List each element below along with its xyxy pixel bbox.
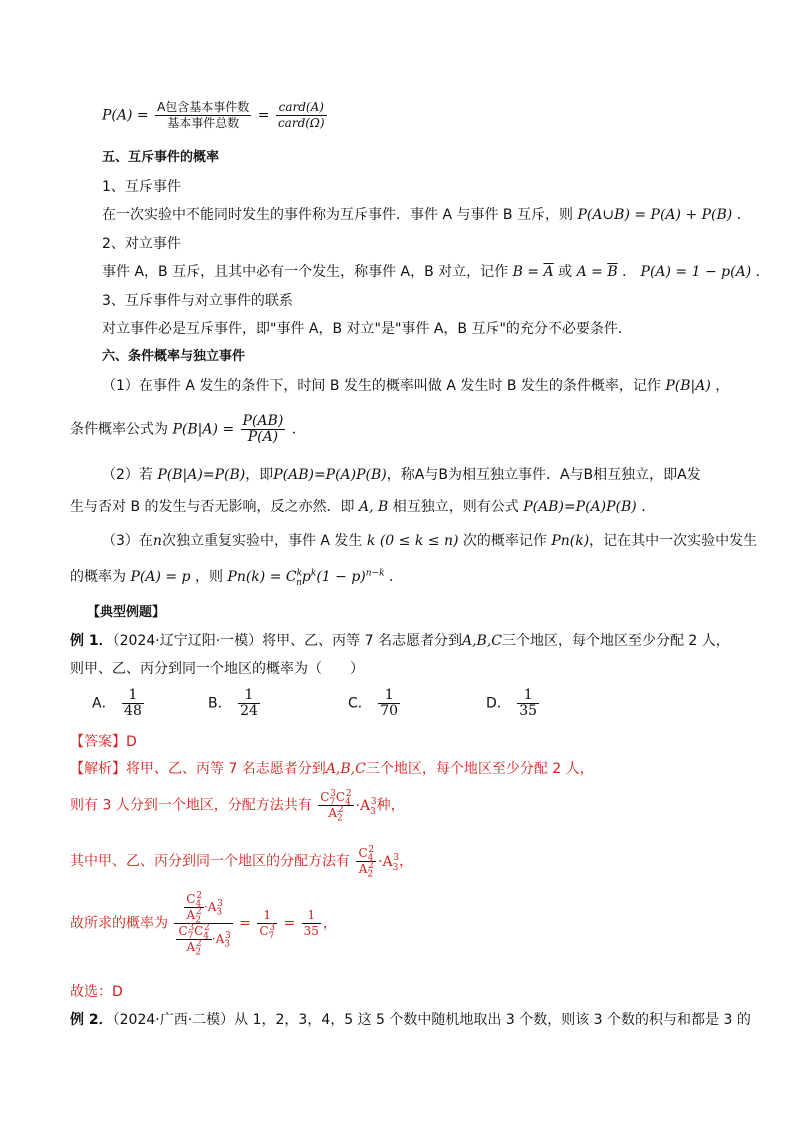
examples-heading: 【典型例题】 xyxy=(87,605,166,620)
sec5-heading-3: 3、互斥事件与对立事件的联系 xyxy=(102,293,293,309)
sec5-heading-2: 2、对立事件 xyxy=(102,236,181,252)
example-1-question: 例 1．（2024·辽宁辽阳·一模）将甲、乙、丙等 7 名志愿者分到A,B,C三个地区，每个地区至少分配 2 人， xyxy=(70,633,730,649)
sec6-para-1b: 条件概率公式为 P(B|A) = $\frac{P(AB)}{P(A)}$ ． xyxy=(70,413,306,445)
sec6-para-3b: 的概率为 P(A) = p ，则 $Pn(k) = C^k_np^k(1 - p)^{n-k}$ ． xyxy=(70,568,403,588)
analysis-line-4: 故所求的概率为 $\frac{C_4^2}{A_2^2}$ $\cdot A_3^3$ $\frac{C_7^3C_4^2}{A_2^2}$ $\cdot A_3^3$ = $\frac{1}{C_7^3}$ = $\frac{1}{35}$ ， xyxy=(70,891,337,958)
formula-fraction-1: $\frac{\text{A包含基本事件数}}{\text{基本事件总数}}$ xyxy=(157,100,250,130)
answer-line: 【答案】D xyxy=(70,734,137,750)
option-d[interactable]: D． $\frac{1}{35}$ xyxy=(486,687,538,719)
sec6-para-1: （1）在事件 A 发生的条件下，时间 B 发生的概率叫做 A 发生时 B 发生的条件概率，记作 P(B|A) ， xyxy=(102,378,730,394)
analysis-line-2: 则有 3 人分到一个地区，分配方法共有 $\frac{C_7^3C_4^2}{A_2^2}$ $\cdot A_3^3$种， xyxy=(70,789,405,824)
sec5-heading-1: 1、互斥事件 xyxy=(102,179,181,195)
probability-formula: P(A) = $\frac{\text{A包含基本事件数}}{\text{基本事件总数}}$ = $\frac{\text{card(A)}}{\text{card(Ω)}}$ xyxy=(102,100,325,130)
binomial-formula: $Pn(k) = C^k_np^k(1 - p)^{n-k}$ xyxy=(227,568,385,588)
example-1-question-line2: 则甲、乙、丙分到同一个地区的概率为（ ） xyxy=(70,661,364,677)
section-5-title: 五、互斥事件的概率 xyxy=(102,150,220,165)
option-b[interactable]: B． $\frac{1}{24}$ xyxy=(208,687,258,719)
probability-compound-fraction: $\frac{C_4^2}{A_2^2}$ $\cdot A_3^3$ $\frac{C_7^3C_4^2}{A_2^2}$ $\cdot A_3^3$ xyxy=(174,892,232,955)
conditional-probability-fraction: $\frac{P(AB)}{P(A)}$ xyxy=(242,413,284,445)
conclusion-line: 故选：D xyxy=(70,984,123,1000)
sec5-para-2: 事件 A，B 互斥，且其中必有一个发生，称事件 A，B 对立，记作 $B = \overline{A}$ 或 $A = \overline{B}$ ． P(A) = 1 − p(A) ． xyxy=(102,264,770,280)
option-c[interactable]: C． $\frac{1}{70}$ xyxy=(348,687,399,719)
formula-fraction-2: $\frac{\text{card(A)}}{\text{card(Ω)}}$ xyxy=(277,100,325,130)
analysis-line-3: 其中甲、乙、丙分到同一个地区的分配方法有 $\frac{C_4^2}{A_2^2}$ $\cdot A_3^3$， xyxy=(70,845,414,880)
sec5-para-1: 在一次实验中不能同时发生的事件称为互斥事件．事件 A 与事件 B 互斥，则 P(A∪B) = P(A) + P(B) ． xyxy=(102,207,751,223)
analysis-line-1: 【解析】将甲、乙、丙等 7 名志愿者分到A,B,C三个地区，每个地区至少分配 2 人， xyxy=(70,761,594,777)
sec6-para-3: （3）在n次独立重复实验中，事件 A 发生 k (0 ≤ k ≤ n) 次的概率记作 Pn(k)，记在其中一次实验中发生 xyxy=(102,533,758,549)
section-6-title: 六、条件概率与独立事件 xyxy=(102,349,246,364)
option-a[interactable]: A． $\frac{1}{48}$ xyxy=(92,687,142,719)
sec6-para-2: （2）若 P(B|A)=P(B)，即P(AB)=P(A)P(B)，称A与B为相互独立事件．A与B相互独立，即A发 xyxy=(102,467,701,483)
formula-c42-over-a22: $\frac{C_4^2}{A_2^2}$ xyxy=(358,845,375,880)
example-2-question: 例 2．（2024·广西·二模）从 1，2，3，4，5 这 5 个数中随机地取出 3 个数，则该 3 个数的积与和都是 3 的 xyxy=(70,1012,751,1028)
sec5-para-3: 对立事件必是互斥事件，即"事件 A，B 对立"是"事件 A，B 互斥"的充分不必要条件． xyxy=(102,321,632,337)
formula-c73c42-over-a22: $\frac{C_7^3C_4^2}{A_2^2}$ xyxy=(320,789,352,824)
sec6-para-2b: 生与否对 B 的发生与否无影响，反之亦然．即 A, B 相互独立，则有公式 P(AB)=P(A)P(B) ． xyxy=(70,499,656,515)
